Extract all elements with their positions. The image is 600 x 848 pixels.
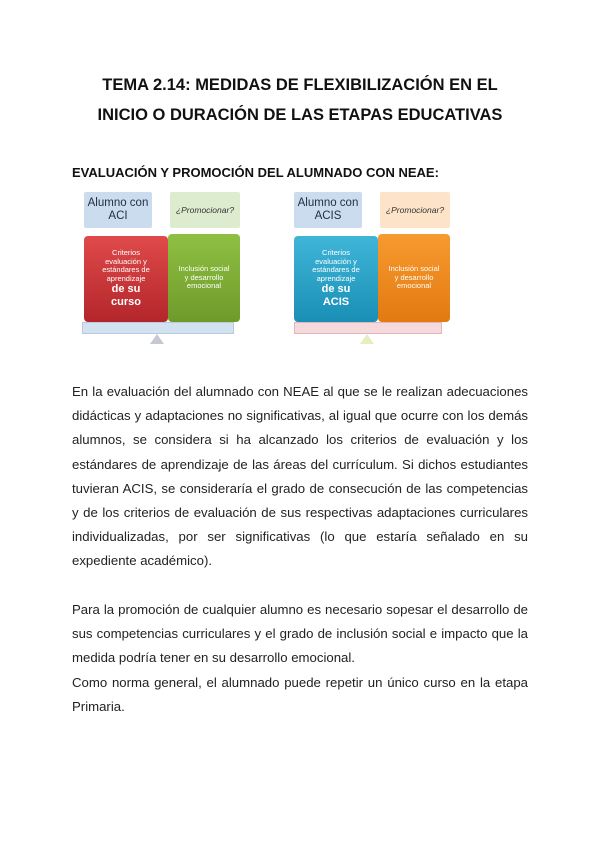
criteria-emphasis-aci: de su curso: [111, 283, 141, 308]
student-label-acis: Alumno con ACIS: [294, 192, 362, 228]
balance-pivot: [360, 334, 374, 344]
criteria-emphasis-acis: de su ACIS: [321, 283, 351, 308]
criteria-box-aci: [84, 236, 168, 322]
criteria-text-aci: Criterios evaluación y estándares de aprendizaje: [102, 248, 150, 283]
balance-pivot: [150, 334, 164, 344]
question-label-acis: ¿Promocionar?: [380, 192, 450, 228]
balance-plank: [82, 322, 234, 334]
body-paragraph-evaluation: En la evaluación del alumnado con NEAE al que se le realizan adecuaciones didácticas y adaptaciones no significativas, al igual que ocurre con los demás alumnos, se considera si ha alcanzado los criterios de evaluación y los estándares de aprendizaje de las áreas del currículum. Si dichos estudiantes tuvieran ACIS, se consideraría el grado de consecución de las competencias y de los criterios de evaluación de sus respectivas adaptaciones curriculares individualizadas, por ser significativas (lo que estaría señalado en su expediente académico).: [72, 384, 528, 569]
page-title: [40, 70, 560, 130]
body-paragraph-promotion: Para la promoción de cualquier alumno es necesario sopesar el desarrollo de sus competencias curriculares y el grado de inclusión social e impacto que la medida podría tener en su desarrollo emocional.: [72, 602, 528, 666]
criteria-text-acis: Criterios evaluación y estándares de aprendizaje: [312, 248, 360, 283]
title-line-1: TEMA 2.14: MEDIDAS DE FLEXIBILIZACIÓN EN EL: [102, 76, 498, 94]
inclusion-box-aci: [168, 234, 240, 322]
body-paragraph-general-rule: Como norma general, el alumnado puede repetir un único curso en la etapa Primaria.: [72, 675, 528, 715]
title-line-2: INICIO O DURACIÓN DE LAS ETAPAS EDUCATIVAS: [97, 106, 503, 124]
balance-plank: [294, 322, 442, 334]
balance-diagram-aci: [82, 192, 242, 352]
student-label-aci: Alumno con ACI: [84, 192, 152, 228]
inclusion-box-acis: [378, 234, 450, 322]
criteria-box-acis: [294, 236, 378, 322]
section-subtitle: EVALUACIÓN Y PROMOCIÓN DEL ALUMNADO CON NEAE:: [72, 165, 439, 180]
inclusion-text-aci: Inclusión social y desarrollo emocional: [178, 264, 230, 291]
balance-diagram-acis: [292, 192, 452, 352]
inclusion-text-acis: Inclusión social y desarrollo emocional: [388, 264, 440, 291]
question-label-aci: ¿Promocionar?: [170, 192, 240, 228]
